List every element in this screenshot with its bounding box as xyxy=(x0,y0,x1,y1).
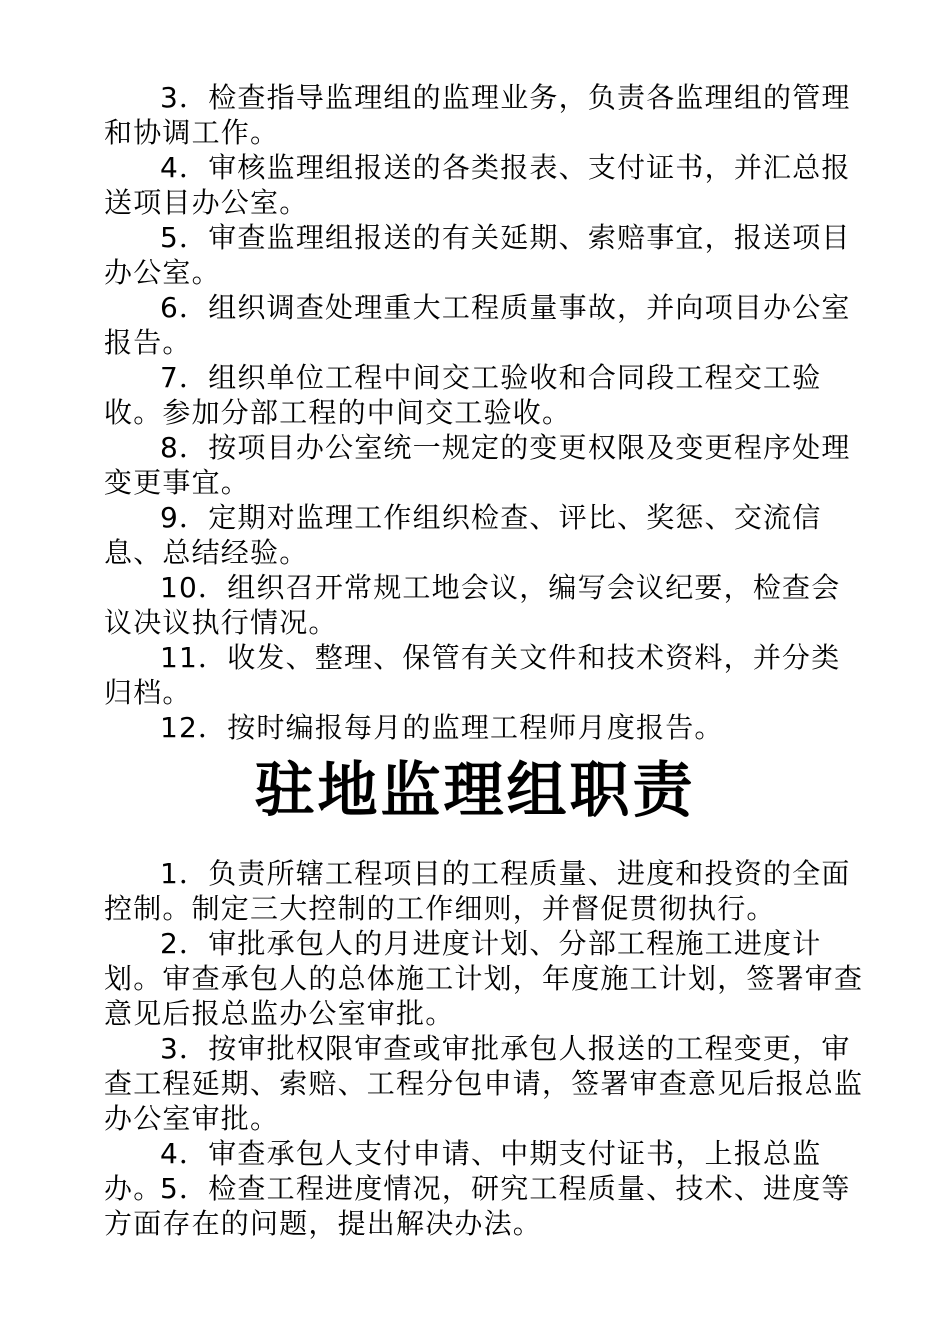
duty-item-8: 8．按项目办公室统一规定的变更权限及变更程序处理变更事宜。 xyxy=(104,431,851,499)
duty-item-11: 11．收发、整理、保管有关文件和技术资料，并分类归档。 xyxy=(104,641,841,709)
duty-item-7: 7．组织单位工程中间交工验收和合同段工程交工验收。参加分部工程的中间交工验收。 xyxy=(104,361,822,429)
duty-item-9: 9．定期对监理工作组织检查、评比、奖惩、交流信息、总结经验。 xyxy=(104,501,822,569)
duty-item-4: 4．审核监理组报送的各类报表、支付证书，并汇总报送项目办公室。 xyxy=(104,151,851,219)
resident-duty-item-2: 2．审批承包人的月进度计划、分部工程施工进度计划。审查承包人的总体施工计划，年度施工计划，签署审查意见后报总监办公室审批。 xyxy=(104,927,864,1030)
resident-duty-item-1: 1．负责所辖工程项目的工程质量、进度和投资的全面控制。制定三大控制的工作细则，并督促贯彻执行。 xyxy=(104,857,851,925)
duty-item-12: 12．按时编报每月的监理工程师月度报告。 xyxy=(160,711,724,744)
headquarters-duties-list xyxy=(104,80,864,745)
resident-duty-item-5: 5．检查工程进度情况，研究工程质量、技术、进度等方面存在的问题，提出解决办法。 xyxy=(104,1172,851,1240)
resident-group-duties-list xyxy=(104,856,864,1241)
duty-item-10: 10．组织召开常规工地会议，编写会议纪要，检查会议决议执行情况。 xyxy=(104,571,841,639)
duty-item-6: 6．组织调查处理重大工程质量事故，并向项目办公室报告。 xyxy=(104,291,851,359)
resident-duty-item-4: 4．审查承包人支付申请、中期支付证书，上报总监办。 xyxy=(104,1137,822,1205)
duty-item-5: 5．审查监理组报送的有关延期、索赔事宜，报送项目办公室。 xyxy=(104,221,851,289)
duty-item-3: 3．检查指导监理组的监理业务，负责各监理组的管理和协调工作。 xyxy=(104,81,851,149)
resident-duty-item-3: 3．按审批权限审查或审批承包人报送的工程变更，审查工程延期、索赔、工程分包申请，签署审查意见后报总监办公室审批。 xyxy=(104,1032,864,1135)
section-title: 驻地监理组职责 xyxy=(254,756,696,826)
